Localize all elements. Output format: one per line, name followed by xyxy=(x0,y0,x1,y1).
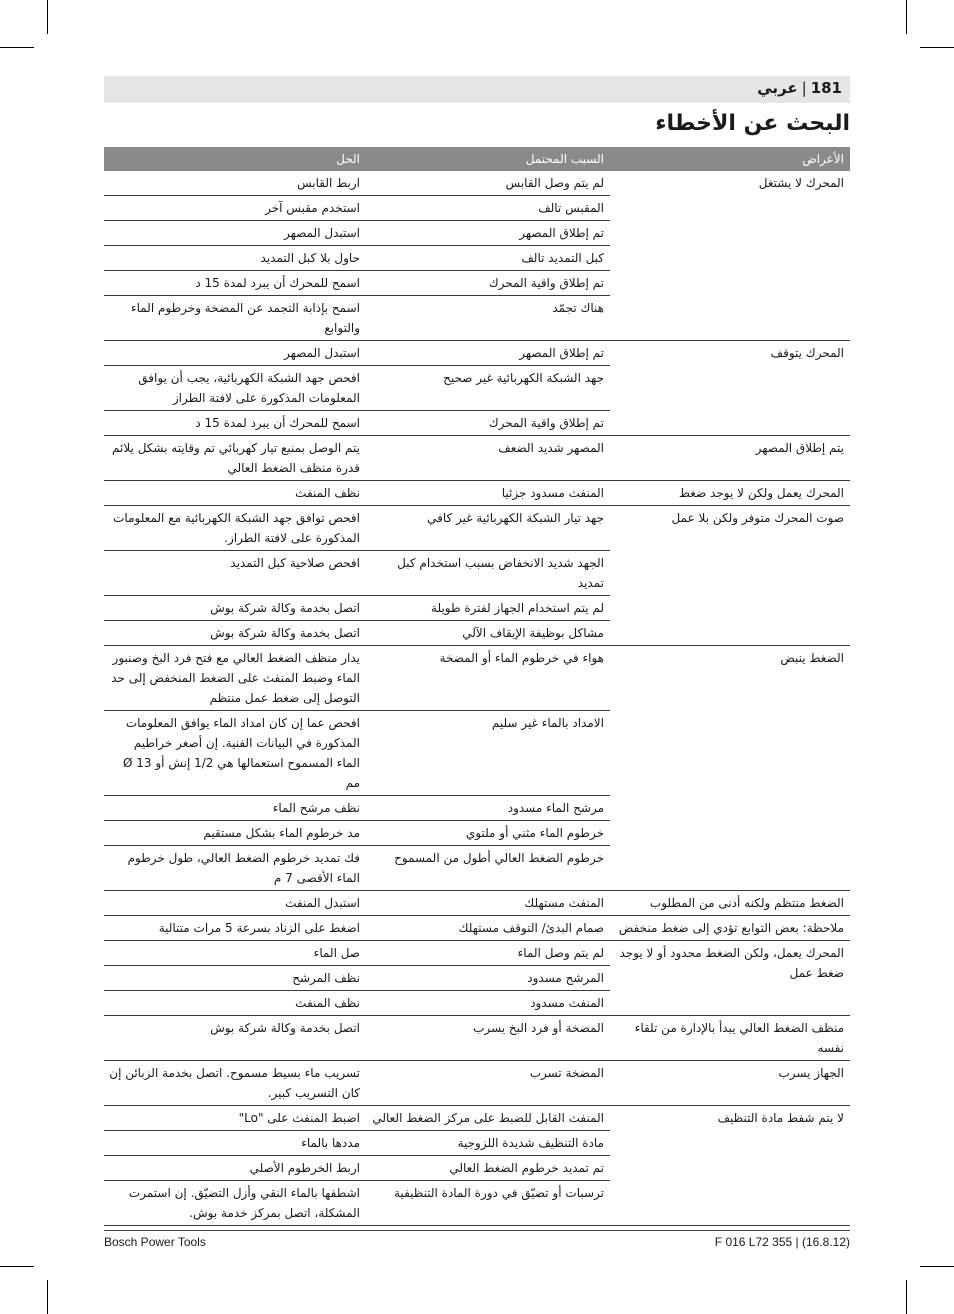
solution-cell: مددها بالماء xyxy=(104,1131,366,1156)
solution-cell: نظف المنفث xyxy=(104,991,366,1016)
table-row xyxy=(104,1016,850,1061)
cause-cell: المضخة أو فرد البخ يسرب xyxy=(366,1016,610,1061)
solution-cell: مد خرطوم الماء بشكل مستقيم xyxy=(104,821,366,846)
column-header-symptom: الأعراض xyxy=(610,147,850,171)
cause-cell: تم إطلاق واقية المحرك xyxy=(366,271,610,296)
cause-cell: الجهد شديد الانخفاض بسبب استخدام كبل تمديد xyxy=(366,551,610,596)
cause-cell: مادة التنظيف شديدة اللزوجية xyxy=(366,1131,610,1156)
cause-cell: المنفث مسدود جزئيا xyxy=(366,481,610,506)
cause-cell: لم يتم استخدام الجهاز لفترة طويلة xyxy=(366,596,610,621)
solution-cell: استبدل المنفث xyxy=(104,891,366,916)
table-row xyxy=(104,341,850,366)
crop-mark xyxy=(47,1280,48,1314)
table-row xyxy=(104,916,850,941)
solution-cell: اسمح للمحرك أن يبرد لمدة 15 د xyxy=(104,411,366,436)
symptom-cell: الضغط ينبض xyxy=(610,646,850,891)
table-header-row xyxy=(104,147,850,171)
table-row xyxy=(104,941,850,966)
symptom-cell: المحرك يعمل ولكن لا يوجد ضغط xyxy=(610,481,850,506)
solution-cell: اربط القابس xyxy=(104,171,366,196)
table-row xyxy=(104,436,850,481)
table-row xyxy=(104,1061,850,1106)
page-header xyxy=(104,76,850,103)
solution-cell: افحص جهد الشبكة الكهربائية، يجب أن يوافق المعلومات المذكورة على لافتة الطراز xyxy=(104,366,366,411)
page-title: البحث عن الأخطاء xyxy=(655,111,850,136)
solution-cell: افحص توافق جهد الشبكة الكهربائية مع المعلومات المذكورة على لافتة الطراز. xyxy=(104,506,366,551)
cause-cell: تم إطلاق المصهر xyxy=(366,221,610,246)
crop-mark xyxy=(0,47,34,48)
column-header-cause: السبب المحتمل xyxy=(366,147,610,171)
solution-cell: اضغط على الزناد بسرعة 5 مرات متتالية xyxy=(104,916,366,941)
solution-cell: استبدل المصهر xyxy=(104,221,366,246)
cause-cell: المنفث مسدود xyxy=(366,991,610,1016)
symptom-cell: منظف الضغط العالي يبدأ بالإدارة من تلقاء نفسه xyxy=(610,1016,850,1061)
table-row xyxy=(104,481,850,506)
table-row xyxy=(104,646,850,711)
header-text xyxy=(757,79,842,97)
symptom-cell: الجهاز يسرب xyxy=(610,1061,850,1106)
cause-cell: جهد تيار الشبكة الكهربائية غير كافي xyxy=(366,506,610,551)
table-row xyxy=(104,1106,850,1131)
symptom-cell: المحرك يتوقف xyxy=(610,341,850,436)
footer-brand: Bosch Power Tools xyxy=(104,1235,206,1249)
cause-cell: كبل التمديد تالف xyxy=(366,246,610,271)
solution-cell: افحص عما إن كان امداد الماء يوافق المعلومات المذكورة في البيانات الفنية. إن أصغر خراطيم الماء المسموح استعمالها هي 1/2 إنش أو Ø 13 مم xyxy=(104,711,366,796)
cause-cell: جهد الشبكة الكهربائية غير صحيح xyxy=(366,366,610,411)
symptom-cell: المحرك يعمل، ولكن الضغط محدود أو لا يوجد ضغط عمل xyxy=(610,941,850,1016)
symptom-cell: لا يتم شفط مادة التنظيف xyxy=(610,1106,850,1226)
cause-cell: صمام البدئ/ التوقف مستهلك xyxy=(366,916,610,941)
cause-cell: تم إطلاق المصهر xyxy=(366,341,610,366)
solution-cell: استخدم مقبس آخر xyxy=(104,196,366,221)
cause-cell: خرطوم الضغط العالي أطول من المسموح xyxy=(366,846,610,891)
header-separator: | xyxy=(801,79,807,97)
solution-cell: اتصل بخدمة وكالة شركة بوش xyxy=(104,1016,366,1061)
solution-cell: استبدل المصهر xyxy=(104,341,366,366)
footer-rule xyxy=(104,1230,850,1231)
solution-cell: حاول بلا كبل التمديد xyxy=(104,246,366,271)
solution-cell: افحص صلاحية كبل التمديد xyxy=(104,551,366,596)
symptom-cell: يتم إطلاق المصهر xyxy=(610,436,850,481)
table-row xyxy=(104,891,850,916)
solution-cell: اسمح للمحرك أن يبرد لمدة 15 د xyxy=(104,271,366,296)
cause-cell: لم يتم وصل الماء xyxy=(366,941,610,966)
crop-mark xyxy=(920,47,954,48)
cause-cell: المنفث مستهلك xyxy=(366,891,610,916)
symptom-cell: الضغط منتظم ولكنه أدنى من المطلوب xyxy=(610,891,850,916)
solution-cell: يدار منظف الضغط العالي مع فتح فرد البخ وصنبور الماء وضبط المنفث على الضغط المنخفض إلى حد التوصل إلى ضغط عمل منتظم xyxy=(104,646,366,711)
cause-cell: هواء في خرطوم الماء أو المضخة xyxy=(366,646,610,711)
page-number: 181 xyxy=(810,79,842,97)
crop-mark xyxy=(0,1266,34,1267)
solution-cell: تسريب ماء بسيط مسموح. اتصل بخدمة الزبائن إن كان التسريب كبير. xyxy=(104,1061,366,1106)
symptom-cell: صوت المحرك متوفر ولكن بلا عمل xyxy=(610,506,850,646)
solution-cell: اضبط المنفث على "Lo" xyxy=(104,1106,366,1131)
cause-cell: الامداد بالماء غير سليم xyxy=(366,711,610,796)
cause-cell: تم تمديد خرطوم الضغط العالي xyxy=(366,1156,610,1181)
column-header-solution: الحل xyxy=(104,147,366,171)
solution-cell: نظف مرشح الماء xyxy=(104,796,366,821)
header-language: عربي xyxy=(757,79,798,97)
cause-cell: تم إطلاق واقية المحرك xyxy=(366,411,610,436)
crop-mark xyxy=(920,1266,954,1267)
solution-cell: اتصل بخدمة وكالة شركة بوش xyxy=(104,596,366,621)
solution-cell: اشطفها بالماء النقي وأزل التضيّق. إن استمرت المشكلة، اتصل بمركز خدمة بوش. xyxy=(104,1181,366,1226)
symptom-cell: المحرك لا يشتغل xyxy=(610,171,850,341)
crop-mark xyxy=(906,1280,907,1314)
solution-cell: يتم الوصل بمنبع تيار كهربائي تم وقايته بشكل يلائم قدرة منظف الضغط العالي xyxy=(104,436,366,481)
cause-cell: هناك تجمّد xyxy=(366,296,610,341)
table-row xyxy=(104,171,850,196)
crop-mark xyxy=(906,0,907,34)
solution-cell: فك تمديد خرطوم الضغط العالي، طول خرطوم الماء الأقصى 7 م xyxy=(104,846,366,891)
cause-cell: ترسبات أو تضيّق في دورة المادة التنظيفية xyxy=(366,1181,610,1226)
solution-cell: نظف المنفث xyxy=(104,481,366,506)
symptom-cell: ملاحظة: بعض التوابع تؤدي إلى ضغط منخفض xyxy=(610,916,850,941)
cause-cell: المقبس تالف xyxy=(366,196,610,221)
cause-cell: مرشح الماء مسدود xyxy=(366,796,610,821)
cause-cell: المرشح مسدود xyxy=(366,966,610,991)
cause-cell: مشاكل بوظيفة الإيقاف الآلي xyxy=(366,621,610,646)
solution-cell: نظف المرشح xyxy=(104,966,366,991)
solution-cell: اتصل بخدمة وكالة شركة بوش xyxy=(104,621,366,646)
table-body xyxy=(104,171,850,1226)
footer-doc-id: F 016 L72 355 | (16.8.12) xyxy=(714,1235,850,1249)
cause-cell: المصهر شديد الضعف xyxy=(366,436,610,481)
cause-cell: المنفث القابل للضبط على مركز الضغط العالي xyxy=(366,1106,610,1131)
crop-mark xyxy=(47,0,48,34)
solution-cell: اسمح بإذابة التجمد عن المضخة وخرطوم الماء والتوابع xyxy=(104,296,366,341)
table-row xyxy=(104,506,850,551)
solution-cell: اربط الخرطوم الأصلي xyxy=(104,1156,366,1181)
cause-cell: خرطوم الماء مثني أو ملتوي xyxy=(366,821,610,846)
cause-cell: المضخة تسرب xyxy=(366,1061,610,1106)
troubleshooting-table xyxy=(104,147,850,1226)
solution-cell: صل الماء xyxy=(104,941,366,966)
cause-cell: لم يتم وصل القابس xyxy=(366,171,610,196)
